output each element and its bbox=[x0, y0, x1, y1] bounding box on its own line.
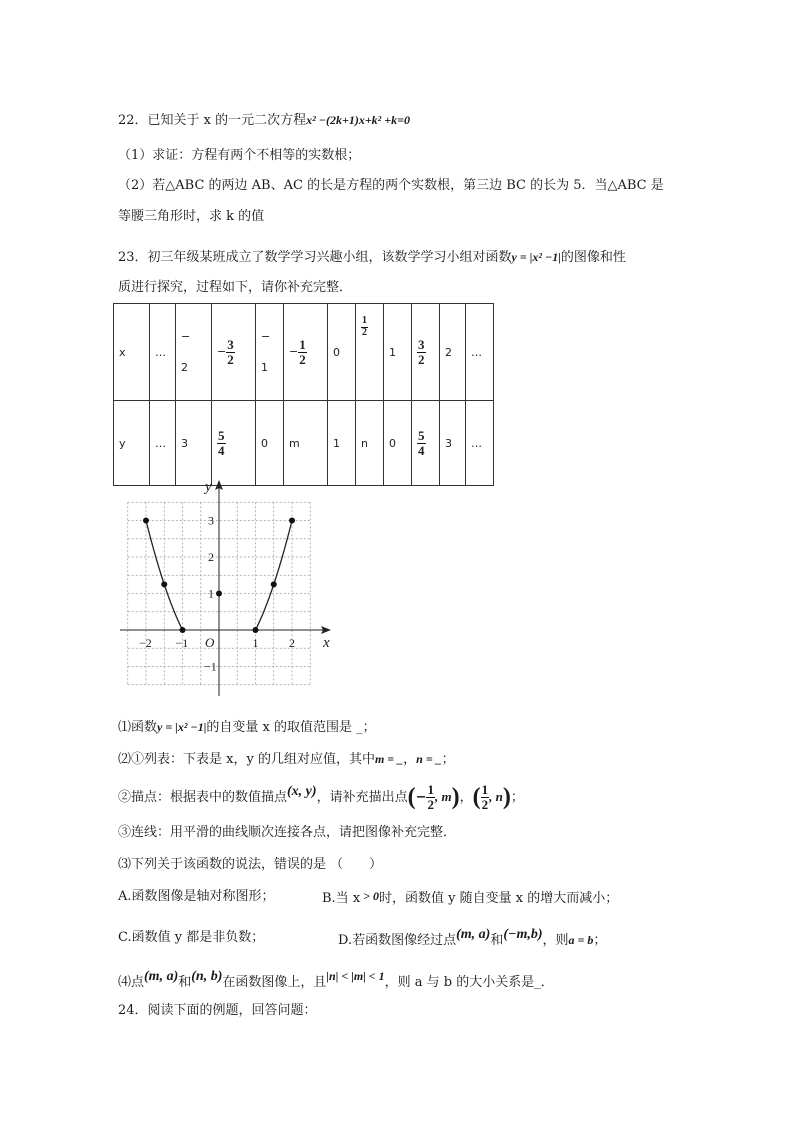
data-point bbox=[253, 627, 259, 633]
q23-intro: 23．初三年级某班成立了数学学习兴趣小组，该数学学习小组对函数 bbox=[118, 250, 512, 265]
table-cell bbox=[412, 304, 440, 401]
p4-point2: (n, b) bbox=[191, 969, 223, 984]
p4-text-b: 在函数图像上，且 bbox=[222, 975, 327, 990]
p2b-end: ； bbox=[510, 789, 524, 805]
x-tick-label: −1 bbox=[175, 636, 189, 650]
x-tick-label: 1 bbox=[252, 636, 259, 650]
table-cell: 2 bbox=[440, 304, 466, 401]
table-cell: 3 bbox=[440, 401, 466, 486]
table-cell: − 2 bbox=[176, 304, 212, 401]
q22-intro: 22．已知关于 x 的一元二次方程 bbox=[118, 113, 307, 128]
x-tick-label: 2 bbox=[289, 636, 295, 650]
table-cell: … bbox=[150, 401, 176, 486]
frac-1-2: $\frac{1}{2}$ bbox=[427, 782, 434, 812]
y-axis-label: y bbox=[205, 479, 212, 495]
optB-text-a: B.当 x bbox=[322, 891, 361, 906]
table-cell: − 1 bbox=[256, 304, 284, 401]
p1-text-a: ⑴函数 bbox=[118, 720, 158, 735]
data-point bbox=[161, 581, 167, 587]
data-point bbox=[289, 518, 295, 524]
table-cell: m bbox=[284, 401, 328, 486]
p4-inequality: |n| < |m| < 1 bbox=[326, 969, 385, 983]
table-cell: 0 bbox=[384, 401, 412, 486]
q22-part1: （1）求证：方程有两个不相等的实数根； bbox=[118, 148, 361, 163]
p4-point1: (m, a) bbox=[144, 969, 179, 984]
optD-he: 和 bbox=[490, 933, 504, 948]
data-point bbox=[143, 518, 149, 524]
table-cell: x bbox=[114, 304, 150, 401]
p2b-m: m bbox=[441, 788, 452, 804]
p1-func: y = |x² −1| bbox=[157, 720, 207, 734]
q22-line bbox=[118, 113, 410, 129]
optB-op: > 0 bbox=[360, 889, 379, 903]
p2-m: m = _ bbox=[374, 752, 404, 766]
p2b-n: n bbox=[495, 788, 503, 804]
optB-text-b: 时，函数值 y 随自变量 x 的增大而减小； bbox=[379, 891, 619, 906]
frac-3-2: $\frac{3}{2}$ bbox=[418, 336, 425, 367]
p2b-point: (x, y) bbox=[287, 783, 317, 799]
p2b-text-b: ，请补充描出点 bbox=[316, 789, 408, 805]
optA: A.函数图像是轴对称图形； bbox=[118, 889, 275, 904]
x-axis-label: x bbox=[323, 635, 330, 651]
p1-text-b: 的自变量 x 的取值范围是 _； bbox=[206, 720, 376, 735]
p2b-comma: ， bbox=[459, 789, 473, 805]
table-cell: 1 bbox=[328, 401, 356, 486]
p2b-text-a: ②描点：根据表中的数值描点 bbox=[118, 789, 288, 805]
table-cell: − $\frac{1}{2}$ bbox=[284, 304, 328, 401]
frac-3-2: $\frac{3}{2}$ bbox=[227, 336, 234, 367]
p4-he: 和 bbox=[178, 975, 192, 990]
axes bbox=[120, 480, 331, 696]
table-cell: … bbox=[150, 304, 176, 401]
values-table bbox=[113, 303, 494, 486]
p4-text-c: ，则 a 与 b 的大小关系是_． bbox=[384, 975, 554, 990]
table-cell: − $\frac{3}{2}$ bbox=[212, 304, 256, 401]
table-cell: 0 bbox=[328, 304, 356, 401]
frac-1-2: $\frac{1}{2}$ bbox=[299, 336, 306, 367]
q24-intro: 24．阅读下面的例题，回答问题： bbox=[118, 1003, 317, 1018]
frac-1-2: $\frac{1}{2}$ bbox=[362, 315, 367, 338]
p4-line bbox=[118, 969, 554, 991]
p4-text-a: ⑷点 bbox=[118, 975, 145, 990]
function-graph bbox=[112, 478, 342, 700]
table-cell: … bbox=[466, 401, 494, 486]
table-cell: n bbox=[356, 401, 384, 486]
q23-func: y = |x² −1| bbox=[511, 250, 561, 264]
q23-intro-line bbox=[118, 250, 626, 266]
optD-end: ； bbox=[593, 933, 607, 948]
table-cell bbox=[212, 401, 256, 486]
p2-sep: ， bbox=[403, 752, 417, 767]
y-tick-label: 1 bbox=[208, 586, 214, 601]
origin-label: O bbox=[205, 635, 215, 650]
y-tick-label: −1 bbox=[204, 659, 217, 674]
q22-part2-line1: （2）若△ABC 的两边 AB、AC 的长是方程的两个实数根，第三边 BC 的长为 5．当△ABC 是 bbox=[118, 178, 664, 193]
y-tick-label: 2 bbox=[208, 550, 214, 564]
p2c-line: ③连线：用平滑的曲线顺次连接各点，请把图像补充完整． bbox=[118, 825, 457, 840]
optC: C.函数值 y 都是非负数； bbox=[118, 930, 265, 945]
table-cell: 0 bbox=[256, 401, 284, 486]
q23-intro-tail: 的图像和性 bbox=[560, 250, 626, 265]
table-cell: 1 bbox=[384, 304, 412, 401]
p2b-line: ②描点：根据表中的数值描点(x, y)，请补充描出点(− $\frac{1}{2}$ , m)，( $\frac{1}{2}$ , n)； bbox=[118, 782, 524, 812]
optD-point2: (−m,b) bbox=[503, 927, 543, 942]
table-row-x bbox=[114, 304, 494, 401]
p2-n: n = _ bbox=[416, 752, 442, 766]
table-cell: 3 bbox=[176, 401, 212, 486]
p2-end: ； bbox=[441, 752, 455, 767]
q22-equation: x² −(2k+1)x+k² +k=0 bbox=[306, 113, 410, 127]
p2-text-a: ⑵①列表：下表是 x，y 的几组对应值，其中 bbox=[118, 752, 375, 767]
q22-part2-line2: 等腰三角形时，求 k 的值 bbox=[118, 209, 265, 224]
frac-5-4: $\frac{5}{4}$ bbox=[218, 427, 225, 458]
table-cell: y bbox=[114, 401, 150, 486]
x-tick-label: −2 bbox=[139, 636, 152, 650]
optD bbox=[338, 927, 606, 949]
q23-intro-line2: 质进行探究，过程如下，请你补充完整． bbox=[118, 280, 353, 295]
table-cell: … bbox=[466, 304, 494, 401]
optD-text-b: ，则 bbox=[542, 933, 569, 948]
optD-eq: a = b bbox=[568, 933, 594, 947]
table-cell bbox=[412, 401, 440, 486]
data-point bbox=[216, 591, 222, 597]
table-cell bbox=[356, 304, 384, 401]
data-point bbox=[180, 627, 186, 633]
optB bbox=[322, 889, 618, 907]
optD-point1: (m, a) bbox=[456, 927, 491, 942]
optD-text-a: D.若函数图像经过点 bbox=[338, 933, 457, 948]
p2-line bbox=[118, 752, 455, 768]
data-point bbox=[271, 581, 277, 587]
tick-labels bbox=[139, 479, 330, 674]
p1-line bbox=[118, 720, 376, 736]
y-tick-label: 3 bbox=[208, 513, 214, 528]
frac-5-4: $\frac{5}{4}$ bbox=[418, 427, 425, 458]
table-row-y bbox=[114, 401, 494, 486]
frac-1-2: $\frac{1}{2}$ bbox=[481, 782, 489, 812]
p3-line: ⑶下列关于该函数的说法，错误的是 （ ） bbox=[118, 857, 383, 872]
